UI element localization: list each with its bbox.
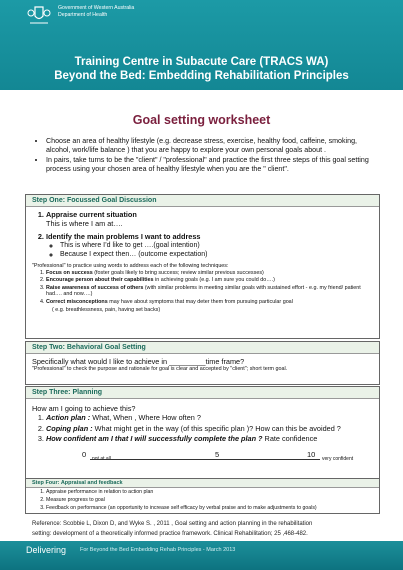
footer-brand: Delivering [26,545,67,555]
technique-item: 1. Focus on success (foster goals likely to bring success; review similar previous successes) [46,270,373,277]
reference-line-2: setting: development of a theoretically informed practice framework. Clinical Rehabilitation; 25 ,468-482. [32,531,308,537]
planning-item: 3. How confident am I that I will successfully complete the plan ? Rate confidence [46,434,373,444]
planning-item: 2. Coping plan : What might get in the way (of this specific plan )? How can this be avoided ? [46,424,373,434]
feedback-item: 2. Measure progress to goal [46,497,373,504]
appraise-sub: This is where I am at…. [46,219,123,228]
goal-bullets [46,241,373,259]
scale-min: 0 [82,449,87,459]
step-one-header: Step One: Focussed Goal Discussion [26,195,379,207]
feedback-list [32,489,373,512]
worksheet-title: Goal setting worksheet [132,113,271,127]
scale-line [90,459,320,460]
professional-note: "Professional" to practice using words to address each of the following techniques: [32,263,229,269]
intro-item: • In pairs, take turns to be the "client" / "professional" and practice the first three steps of this goal setting process using your chosen area of healthy lifestyle when you are the " client". [46,156,378,174]
step-two-question: Specifically what would I like to achieve in _________time frame? [32,357,245,366]
step-three-box [25,386,380,479]
technique-example: ( e.g. breathlessness, pain, having set backs) [52,306,161,313]
step-three-question: How am I going to achieve this? [32,404,136,413]
goal-bullet: ◦ Because I expect then… (outcome expectation) [60,250,373,259]
step-two-box [25,341,380,385]
step-two-header: Step Two: Behavioral Goal Setting [26,342,379,354]
step-four-header: Step Four: Appraisal and feedback [26,479,379,488]
step-one-item [46,232,373,259]
planning-item: 1. Action plan : What, When , Where How often ? [46,413,373,423]
scale-max-label: very confident [322,455,354,462]
gov-line-2: Department of Health [58,11,108,18]
step-one-box [25,194,380,339]
reference [32,519,372,539]
banner-title-line-1: Training Centre in Subacute Care (TRACS WA) [74,56,329,68]
reference-line-1: Reference: Scobbie L, Dixon D, and Wyke S. , 2011 , Goal setting and action planning in the rehabilitation [32,521,313,527]
feedback-item: 3. Feedback on performance (an opportunity to increase self efficacy by verbal praise and to make adjustments to goals) [46,505,373,512]
technique-item: 4. Correct misconceptions may have about symptoms that may deter them from pursuing particular goal ( e.g. breathlessness, pain, having set backs) [46,299,373,313]
feedback-item: 1. Appraise performance in relation to action plan [46,489,373,496]
technique-item: 3. Raise awareness of success of others (with similar problems in meeting similar goals with sustained effort - e.g. my friend/ patient had…. and now….) [46,285,373,298]
government-label [58,5,134,18]
scale-max: 10 [307,449,316,459]
goal-bullet: ◦ This is where I’d like to get ….(goal intention) [60,241,373,250]
banner-title-line-2: Beyond the Bed: Embedding Rehabilitation Principles [54,70,349,82]
step-three-header: Step Three: Planning [26,387,379,399]
footer-text: For Beyond the Bed Embedding Rehab Principles - March 2013 [80,547,236,553]
technique-list [32,270,373,314]
technique-item: 2. Encourage person about their capabilities in achieving goals (e.g. I am sure you could do….) [46,277,373,284]
identify-title: Identify the main problems I want to address [46,232,201,241]
confidence-scale [32,448,373,464]
gov-line-1: Government of Western Australia [58,5,135,11]
scale-mid: 5 [215,449,220,459]
intro-item: • Choose an area of healthy lifestyle (e.g. decrease stress, exercise, healthy food, caffeine, smoking, alcohol, work/life balance ) that you are happy to explore your own personal goals about . [46,137,378,155]
appraise-title: Appraise current situation [46,210,137,219]
step-one-list [32,210,373,259]
step-one-item [46,210,373,228]
planning-list [32,413,373,444]
coat-of-arms-icon [26,4,52,26]
intro-instructions [28,137,378,175]
step-two-note: "Professional" to check the purpose and rationale for goal is clear and accepted by "client"; short term goal. [32,366,288,372]
step-four-box [25,478,380,514]
scale-min-label: not at all [92,455,111,462]
